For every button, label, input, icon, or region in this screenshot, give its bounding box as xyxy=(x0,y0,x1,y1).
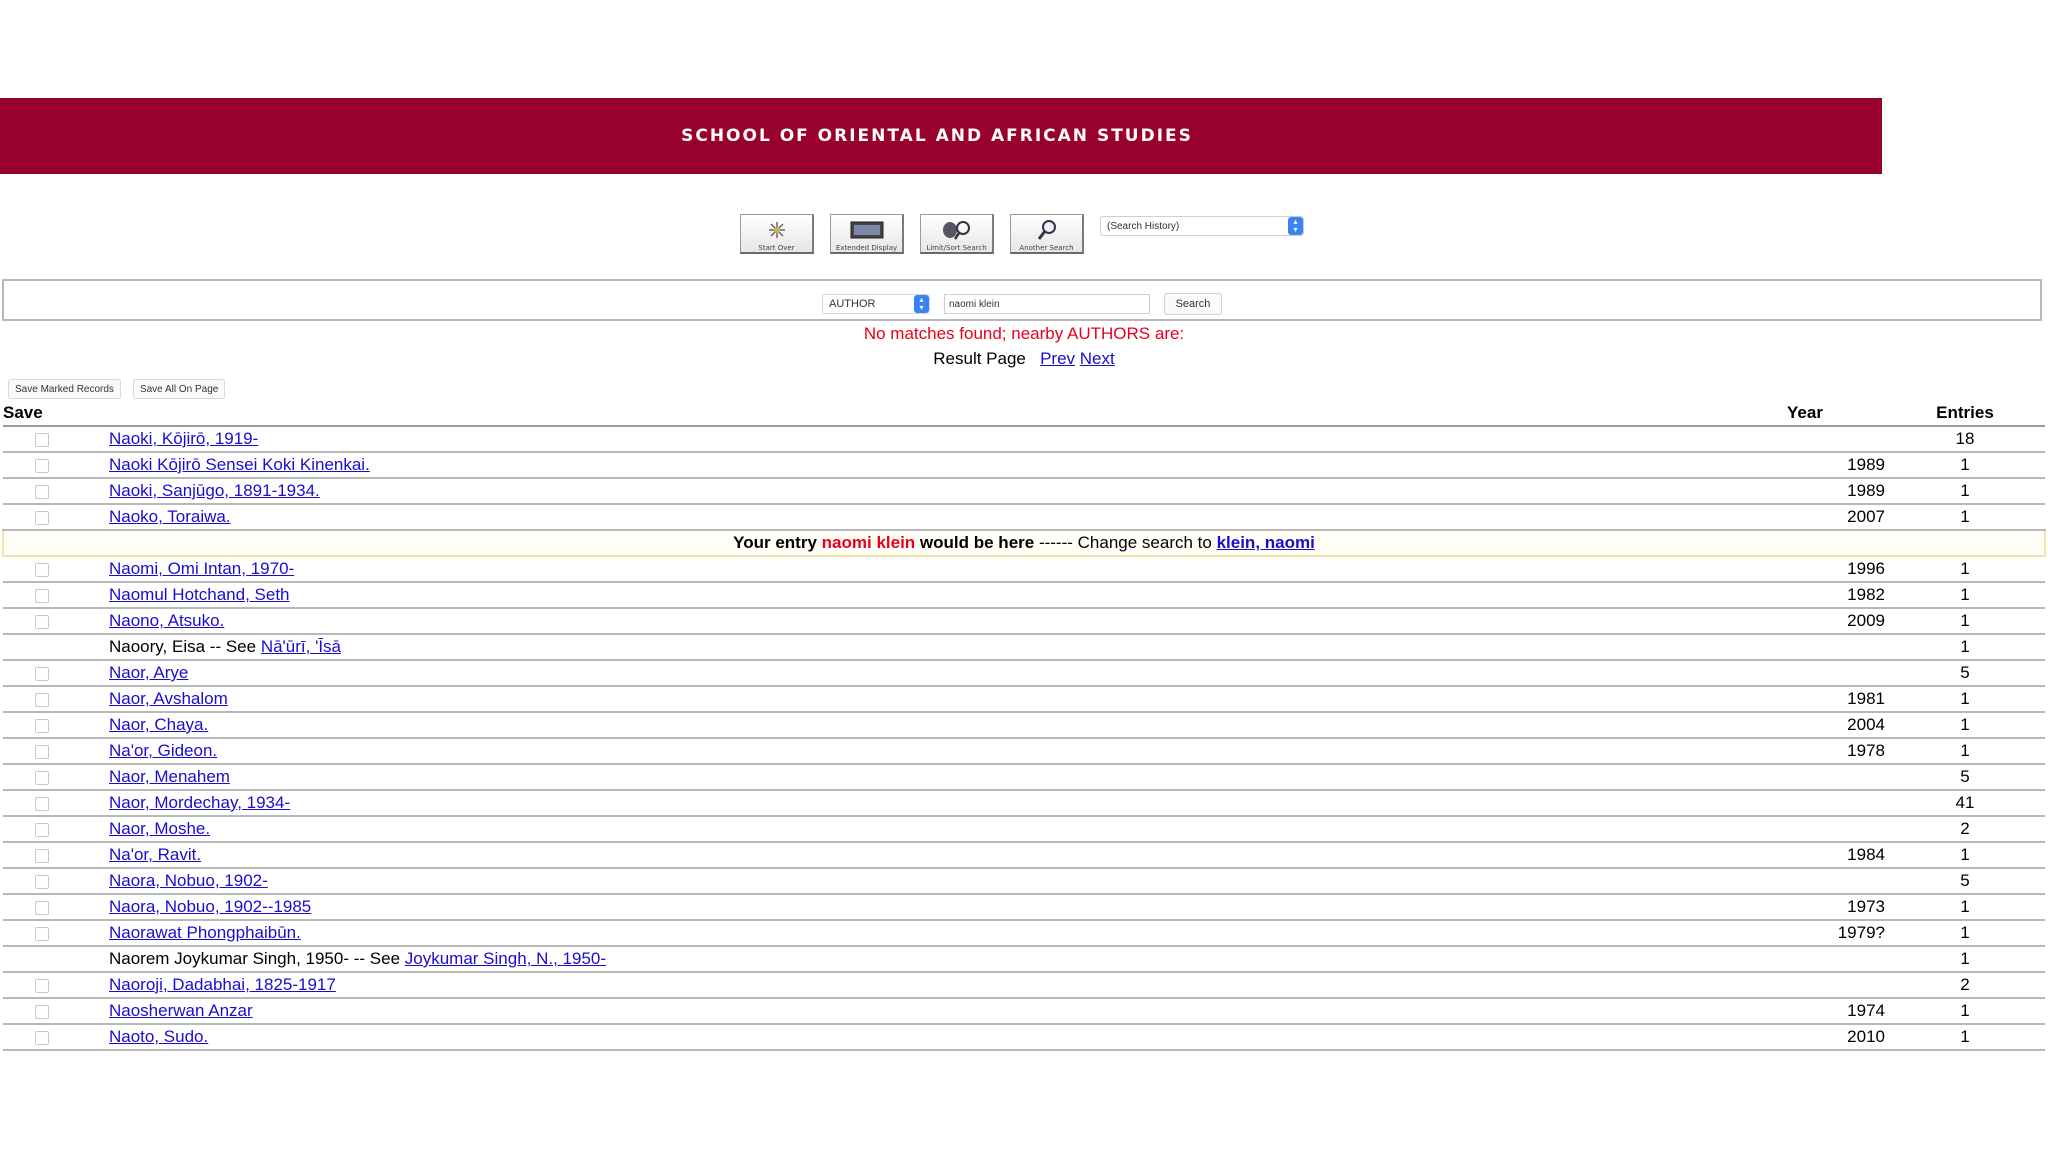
prev-link[interactable]: Prev xyxy=(1040,349,1076,368)
year-cell: 2007 xyxy=(1725,504,1885,530)
table-row xyxy=(3,764,2045,790)
year-cell: 1989 xyxy=(1725,452,1885,478)
header-name xyxy=(105,401,1725,426)
header-year: Year xyxy=(1725,401,1885,426)
year-cell: 1979? xyxy=(1725,920,1885,946)
year-cell: 1982 xyxy=(1725,582,1885,608)
entries-cell: 2 xyxy=(1885,972,2045,998)
row-checkbox[interactable] xyxy=(35,563,49,577)
save-cell xyxy=(3,738,105,764)
star-icon xyxy=(767,219,787,241)
year-cell xyxy=(1725,790,1885,816)
save-cell xyxy=(3,452,105,478)
row-checkbox[interactable] xyxy=(35,849,49,863)
table-row xyxy=(3,816,2045,842)
row-checkbox[interactable] xyxy=(35,771,49,785)
table-row xyxy=(3,998,2045,1024)
change-search-link[interactable]: klein, naomi xyxy=(1216,533,1315,552)
author-link[interactable]: Naor, Chaya. xyxy=(109,715,209,734)
magnifier-icon xyxy=(1035,219,1059,241)
row-checkbox[interactable] xyxy=(35,459,49,473)
save-marked-records-button[interactable]: Save Marked Records xyxy=(8,379,121,399)
see-reference-link[interactable]: Joykumar Singh, N., 1950- xyxy=(404,949,607,968)
row-checkbox[interactable] xyxy=(35,875,49,889)
author-link[interactable]: Naorawat Phongphaibūn. xyxy=(109,923,301,942)
search-history-value: (Search History) xyxy=(1107,220,1180,232)
search-button[interactable]: Search xyxy=(1164,293,1222,315)
name-cell xyxy=(105,634,1725,660)
table-row xyxy=(3,556,2045,582)
year-cell: 1981 xyxy=(1725,686,1885,712)
save-cell xyxy=(3,556,105,582)
name-cell xyxy=(105,920,1725,946)
save-cell xyxy=(3,582,105,608)
extended-display-label: Extended Display xyxy=(835,244,898,252)
save-cell xyxy=(3,894,105,920)
entries-cell: 18 xyxy=(1885,426,2045,452)
limit-sort-label: Limit/Sort Search xyxy=(926,244,987,252)
year-cell: 1984 xyxy=(1725,842,1885,868)
name-cell xyxy=(105,686,1725,712)
entries-cell: 1 xyxy=(1885,582,2045,608)
row-checkbox[interactable] xyxy=(35,1031,49,1045)
author-link[interactable]: Naosherwan Anzar xyxy=(109,1001,253,1020)
no-match-message: No matches found; nearby AUTHORS are: xyxy=(863,324,1185,343)
save-cell xyxy=(3,920,105,946)
entries-cell: 1 xyxy=(1885,452,2045,478)
row-checkbox[interactable] xyxy=(35,433,49,447)
year-cell: 1973 xyxy=(1725,894,1885,920)
name-cell xyxy=(105,478,1725,504)
entries-cell: 5 xyxy=(1885,868,2045,894)
row-checkbox[interactable] xyxy=(35,927,49,941)
author-link[interactable]: Naoko, Toraiwa. xyxy=(109,507,231,526)
name-cell xyxy=(105,452,1725,478)
save-cell xyxy=(3,504,105,530)
row-checkbox[interactable] xyxy=(35,901,49,915)
row-checkbox[interactable] xyxy=(35,615,49,629)
chevron-updown-icon: ▴ ▾ xyxy=(914,295,929,313)
header-save: Save xyxy=(3,401,105,426)
author-link[interactable]: Naor, Moshe. xyxy=(109,819,211,838)
save-cell xyxy=(3,660,105,686)
search-input[interactable] xyxy=(944,294,1150,314)
entries-cell: 1 xyxy=(1885,478,2045,504)
name-cell xyxy=(105,712,1725,738)
row-checkbox[interactable] xyxy=(35,1005,49,1019)
extended-display-button[interactable] xyxy=(830,214,904,254)
save-cell xyxy=(3,634,105,660)
table-row xyxy=(3,1024,2045,1050)
search-history-select[interactable] xyxy=(1100,216,1304,236)
save-buttons xyxy=(8,379,225,399)
name-cell xyxy=(105,504,1725,530)
year-cell xyxy=(1725,634,1885,660)
entries-cell: 5 xyxy=(1885,764,2045,790)
change-search-text: ------ Change search to xyxy=(1038,533,1212,552)
table-row xyxy=(3,478,2045,504)
name-cell xyxy=(105,660,1725,686)
year-cell: 2004 xyxy=(1725,712,1885,738)
row-checkbox[interactable] xyxy=(35,745,49,759)
year-cell xyxy=(1725,972,1885,998)
name-cell xyxy=(105,1024,1725,1050)
next-link[interactable]: Next xyxy=(1079,349,1115,368)
table-row xyxy=(3,426,2045,452)
entries-cell: 1 xyxy=(1885,634,2045,660)
row-checkbox[interactable] xyxy=(35,823,49,837)
name-cell xyxy=(105,946,1725,972)
table-row xyxy=(3,738,2045,764)
entries-cell: 41 xyxy=(1885,790,2045,816)
name-cell xyxy=(105,972,1725,998)
year-cell xyxy=(1725,868,1885,894)
another-search-button[interactable] xyxy=(1010,214,1084,254)
name-cell xyxy=(105,790,1725,816)
save-cell xyxy=(3,478,105,504)
your-entry-term: naomi klein xyxy=(821,533,916,552)
row-checkbox[interactable] xyxy=(35,693,49,707)
row-checkbox[interactable] xyxy=(35,797,49,811)
author-link[interactable]: Naoki Kōjirō Sensei Koki Kinenkai. xyxy=(109,455,370,474)
display-icon xyxy=(850,219,884,241)
toolbar xyxy=(740,214,1304,258)
see-reference-link[interactable]: Nā'ūrī, 'Īsā xyxy=(260,637,341,656)
search-field-select[interactable] xyxy=(822,294,930,314)
entries-cell: 1 xyxy=(1885,738,2045,764)
name-cell xyxy=(105,556,1725,582)
name-cell xyxy=(105,582,1725,608)
entries-cell: 1 xyxy=(1885,712,2045,738)
entries-cell: 1 xyxy=(1885,608,2045,634)
your-entry-middle: would be here xyxy=(919,533,1035,552)
author-link[interactable]: Naora, Nobuo, 1902- xyxy=(109,871,268,890)
save-cell xyxy=(3,868,105,894)
author-link[interactable]: Naor, Arye xyxy=(109,663,189,682)
entries-cell: 1 xyxy=(1885,1024,2045,1050)
header-entries: Entries xyxy=(1885,401,2045,426)
entries-cell: 1 xyxy=(1885,946,2045,972)
table-row xyxy=(3,712,2045,738)
year-cell xyxy=(1725,426,1885,452)
table-row xyxy=(3,842,2045,868)
entries-cell: 1 xyxy=(1885,556,2045,582)
author-link[interactable]: Naor, Avshalom xyxy=(109,689,228,708)
row-checkbox[interactable] xyxy=(35,485,49,499)
save-cell xyxy=(3,816,105,842)
table-row xyxy=(3,634,2045,660)
author-link[interactable]: Naomul Hotchand, Seth xyxy=(109,585,290,604)
name-cell xyxy=(105,894,1725,920)
author-link[interactable]: Naor, Mordechay, 1934- xyxy=(109,793,291,812)
entries-cell: 1 xyxy=(1885,842,2045,868)
another-search-label: Another Search xyxy=(1019,244,1074,252)
table-row xyxy=(3,972,2045,998)
name-cell xyxy=(105,998,1725,1024)
header-banner xyxy=(0,98,1882,174)
row-checkbox[interactable] xyxy=(35,979,49,993)
chevron-updown-icon: ▴ ▾ xyxy=(1288,217,1303,235)
row-checkbox[interactable] xyxy=(35,511,49,525)
row-checkbox[interactable] xyxy=(35,719,49,733)
entries-cell: 1 xyxy=(1885,504,2045,530)
author-link[interactable]: Naomi, Omi Intan, 1970- xyxy=(109,559,295,578)
save-cell xyxy=(3,842,105,868)
table-row xyxy=(3,582,2045,608)
limit-sort-search-button[interactable] xyxy=(920,214,994,254)
table-row xyxy=(3,686,2045,712)
table-row xyxy=(3,868,2045,894)
entries-cell: 1 xyxy=(1885,894,2045,920)
name-cell xyxy=(105,842,1725,868)
table-header-row xyxy=(3,401,2045,426)
row-checkbox[interactable] xyxy=(35,667,49,681)
result-page-label: Result Page xyxy=(933,349,1026,368)
limit-sort-icon xyxy=(939,219,975,241)
year-cell: 1978 xyxy=(1725,738,1885,764)
table-row xyxy=(3,894,2045,920)
save-cell xyxy=(3,426,105,452)
save-cell xyxy=(3,946,105,972)
year-cell xyxy=(1725,660,1885,686)
save-cell xyxy=(3,790,105,816)
search-bar xyxy=(2,279,2042,321)
table-row xyxy=(3,920,2045,946)
entries-cell: 1 xyxy=(1885,686,2045,712)
row-checkbox[interactable] xyxy=(35,589,49,603)
year-cell: 2010 xyxy=(1725,1024,1885,1050)
author-link[interactable]: Naoto, Sudo. xyxy=(109,1027,209,1046)
year-cell xyxy=(1725,816,1885,842)
table-row xyxy=(3,790,2045,816)
table-row xyxy=(3,660,2045,686)
author-link[interactable]: Naoroji, Dadabhai, 1825-1917 xyxy=(109,975,336,994)
year-cell xyxy=(1725,764,1885,790)
result-page-nav xyxy=(0,349,2048,369)
entries-cell: 2 xyxy=(1885,816,2045,842)
see-reference-text: Naoory, Eisa -- See xyxy=(109,637,257,656)
entries-cell: 1 xyxy=(1885,998,2045,1024)
your-entry-cell xyxy=(3,530,2045,556)
author-link[interactable]: Naono, Atsuko. xyxy=(109,611,225,630)
author-link[interactable]: Naoki, Sanjūgo, 1891-1934. xyxy=(109,481,320,500)
start-over-label: Start Over xyxy=(758,244,795,252)
save-cell xyxy=(3,712,105,738)
name-cell xyxy=(105,764,1725,790)
year-cell: 1989 xyxy=(1725,478,1885,504)
save-cell xyxy=(3,608,105,634)
see-reference-text: Naorem Joykumar Singh, 1950- -- See xyxy=(109,949,401,968)
page-title: SCHOOL OF ORIENTAL AND AFRICAN STUDIES xyxy=(681,126,1193,146)
search-field-value: AUTHOR xyxy=(829,298,876,310)
author-link[interactable]: Naoki, Kōjirō, 1919- xyxy=(109,429,259,448)
save-cell xyxy=(3,998,105,1024)
name-cell xyxy=(105,426,1725,452)
author-link[interactable]: Naora, Nobuo, 1902--1985 xyxy=(109,897,312,916)
author-link[interactable]: Na'or, Ravit. xyxy=(109,845,202,864)
your-entry-prefix: Your entry xyxy=(733,533,817,552)
table-row xyxy=(3,452,2045,478)
year-cell: 1974 xyxy=(1725,998,1885,1024)
author-link[interactable]: Naor, Menahem xyxy=(109,767,230,786)
entries-cell: 5 xyxy=(1885,660,2045,686)
year-cell: 2009 xyxy=(1725,608,1885,634)
start-over-button[interactable] xyxy=(740,214,814,254)
save-cell xyxy=(3,972,105,998)
table-row xyxy=(3,946,2045,972)
name-cell xyxy=(105,868,1725,894)
entries-cell: 1 xyxy=(1885,920,2045,946)
results-table xyxy=(2,401,2046,1051)
name-cell xyxy=(105,816,1725,842)
author-link[interactable]: Na'or, Gideon. xyxy=(109,741,218,760)
save-cell xyxy=(3,764,105,790)
save-cell xyxy=(3,686,105,712)
your-entry-row xyxy=(3,530,2045,556)
table-row xyxy=(3,608,2045,634)
year-cell: 1996 xyxy=(1725,556,1885,582)
save-cell xyxy=(3,1024,105,1050)
name-cell xyxy=(105,738,1725,764)
save-all-on-page-button[interactable]: Save All On Page xyxy=(133,379,225,399)
table-row xyxy=(3,504,2045,530)
name-cell xyxy=(105,608,1725,634)
year-cell xyxy=(1725,946,1885,972)
